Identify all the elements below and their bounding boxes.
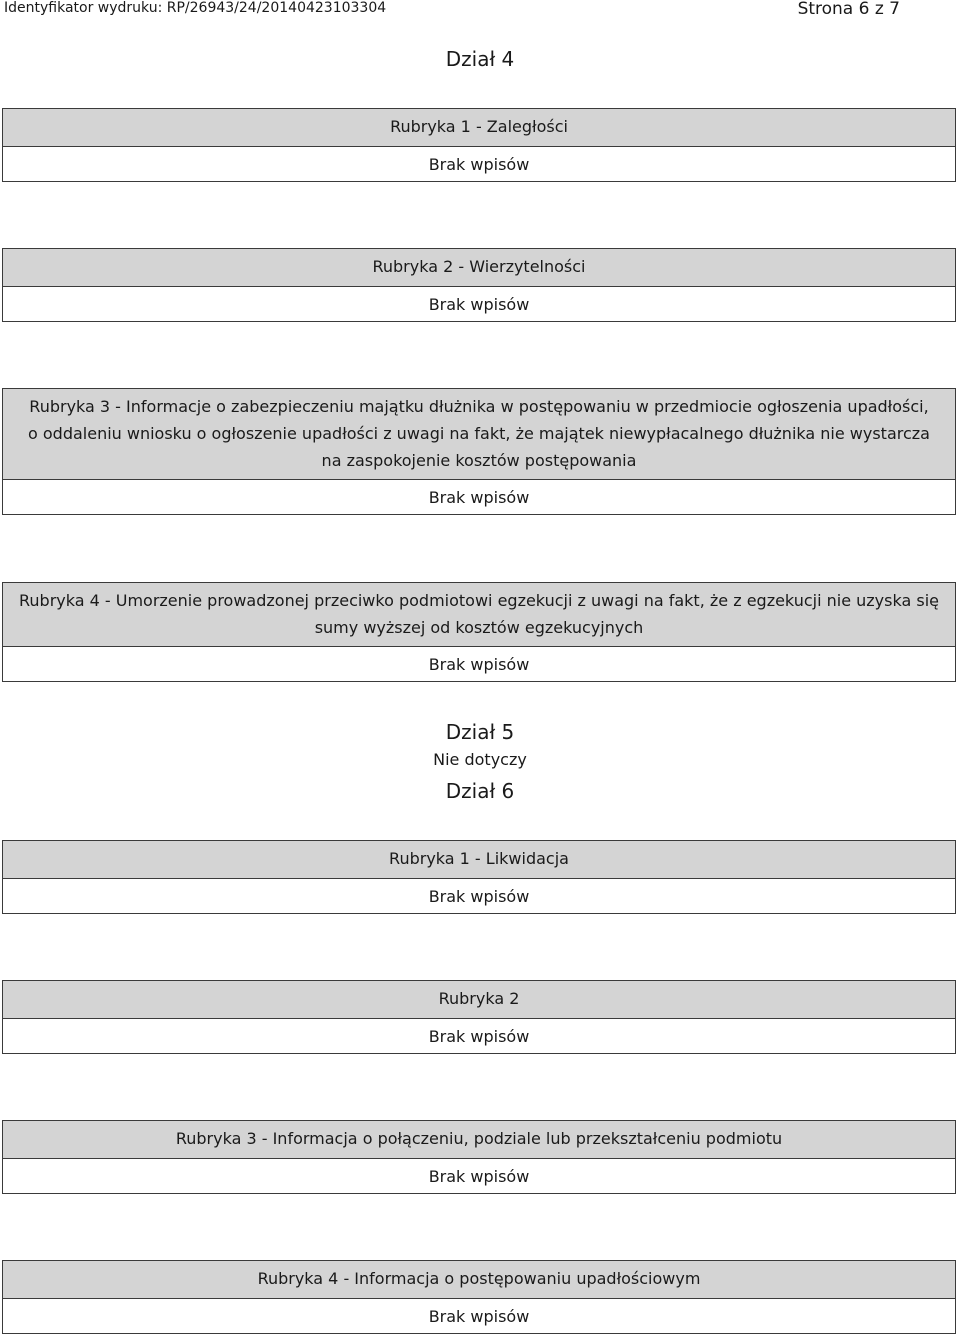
- print-identifier: Identyfikator wydruku: RP/26943/24/20140423103304: [4, 0, 387, 16]
- rubric-title: Rubryka 4 - Informacja o postępowaniu upadłościowym: [3, 1261, 955, 1299]
- rubric-entry: Brak wpisów: [428, 655, 530, 674]
- rubric-box: [2, 248, 956, 322]
- rubric-box: [2, 980, 956, 1054]
- rubric-title: Rubryka 1 - Zaległości: [3, 109, 955, 147]
- rubric-title: Rubryka 4 - Umorzenie prowadzonej przeciwko podmiotowi egzekucji z uwagi na fakt, że z egzekucji nie uzyska się sumy wyższej od kosztów egzekucyjnych: [3, 583, 955, 647]
- section-title-dzial-5: Dział 5: [445, 720, 515, 744]
- rubric-title: Rubryka 1 - Likwidacja: [3, 841, 955, 879]
- rubric-entry: Brak wpisów: [428, 887, 530, 906]
- page-number: Strona 6 z 7: [797, 0, 900, 19]
- rubric-entry: Brak wpisów: [428, 488, 530, 507]
- rubric-entry: Brak wpisów: [428, 1307, 530, 1326]
- rubric-box: [2, 1120, 956, 1194]
- rubric-box: [2, 108, 956, 182]
- rubric-box: [2, 1260, 956, 1334]
- section-title-dzial-4: Dział 4: [445, 47, 515, 71]
- rubric-box: [2, 582, 956, 682]
- section-title-dzial-6: Dział 6: [445, 779, 515, 803]
- rubric-box: [2, 388, 956, 515]
- not-applicable-note: Nie dotyczy: [433, 750, 527, 769]
- rubric-title: Rubryka 2 - Wierzytelności: [3, 249, 955, 287]
- rubric-entry: Brak wpisów: [428, 1027, 530, 1046]
- rubric-title: Rubryka 3 - Informacje o zabezpieczeniu majątku dłużnika w postępowaniu w przedmiocie ogłoszenia upadłości, o oddaleniu wniosku o ogłoszenie upadłości z uwagi na fakt, że majątek niewypłacalnego dłużnika nie wystarcza na zaspokojenie kosztów postępowania: [3, 389, 955, 480]
- rubric-title: Rubryka 2: [3, 981, 955, 1019]
- rubric-title: Rubryka 3 - Informacja o połączeniu, podziale lub przekształceniu podmiotu: [3, 1121, 955, 1159]
- rubric-box: [2, 840, 956, 914]
- rubric-entry: Brak wpisów: [428, 1167, 530, 1186]
- rubric-entry: Brak wpisów: [428, 155, 530, 174]
- rubric-entry: Brak wpisów: [428, 295, 530, 314]
